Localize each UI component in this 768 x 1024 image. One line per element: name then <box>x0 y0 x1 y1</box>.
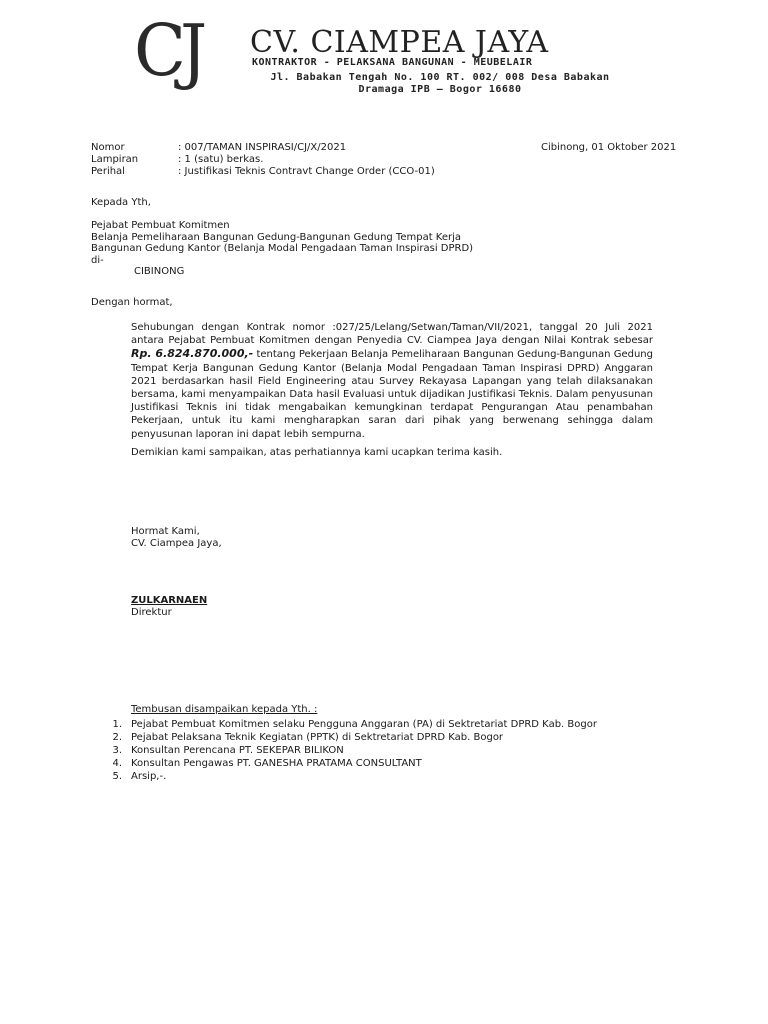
address-line-1: Jl. Babakan Tengah No. 100 RT. 002/ 008 Desa Babakan <box>270 72 610 83</box>
company-name: CV. CIAMPEA JAYA <box>250 25 549 60</box>
company-tagline: KONTRAKTOR - PELAKSANA BANGUNAN - MEUBELAIR <box>252 57 533 68</box>
lampiran-value: : 1 (satu) berkas. <box>178 154 264 165</box>
contract-amount: Rp. 6.824.870.000,- <box>131 347 254 361</box>
copy-item-number: 5. <box>112 771 122 782</box>
perihal-value: : Justifikasi Teknis Contravt Change Order (CCO-01) <box>178 166 435 177</box>
perihal-label: Perihal <box>91 166 125 177</box>
copy-item-number: 2. <box>112 732 122 743</box>
para1-part1: Sehubungan dengan Kontrak nomor :027/25/Lelang/Setwan/Taman/VII/2021, tanggal 20 Juli 2021 antara Pejabat Pembuat Komitmen dengan Penyedia CV. Ciampea Jaya dengan Nilai Kontrak sebesar <box>131 322 653 347</box>
signer-name: ZULKARNAEN <box>131 595 208 606</box>
address-line-2: Dramaga IPB – Bogor 16680 <box>358 84 522 95</box>
copy-item: Konsultan Perencana PT. SEKEPAR BILIKON <box>131 745 344 756</box>
closing-company: CV. Ciampea Jaya, <box>131 538 222 549</box>
body-paragraph-1 <box>131 321 653 441</box>
copy-item: Arsip,-. <box>131 771 167 782</box>
recipient-line-4: di- <box>91 255 104 266</box>
company-logo: CJ <box>134 10 202 93</box>
place-date: Cibinong, 01 Oktober 2021 <box>541 142 677 153</box>
closing-regards: Hormat Kami, <box>131 526 200 537</box>
copy-item-number: 4. <box>112 758 122 769</box>
copy-item: Pejabat Pembuat Komitmen selaku Pengguna Anggaran (PA) di Sektretariat DPRD Kab. Bogor <box>131 719 597 730</box>
recipient-line-1: Pejabat Pembuat Komitmen <box>91 220 230 231</box>
recipient-line-2: Belanja Pemeliharaan Bangunan Gedung-Bangunan Gedung Tempat Kerja <box>91 232 462 243</box>
copy-item-number: 1. <box>112 719 122 730</box>
copies-heading: Tembusan disampaikan kepada Yth. : <box>131 704 318 715</box>
body-paragraph-2: Demikian kami sampaikan, atas perhatiannya kami ucapkan terima kasih. <box>131 447 503 458</box>
recipient-city: CIBINONG <box>134 266 185 277</box>
salutation: Dengan hormat, <box>91 297 173 308</box>
copy-item-number: 3. <box>112 745 122 756</box>
nomor-label: Nomor <box>91 142 125 153</box>
lampiran-label: Lampiran <box>91 154 139 165</box>
copy-item: Konsultan Pengawas PT. GANESHA PRATAMA CONSULTANT <box>131 758 422 769</box>
nomor-value: : 007/TAMAN INSPIRASI/CJ/X/2021 <box>178 142 347 153</box>
recipient-line-3: Bangunan Gedung Kantor (Belanja Modal Pengadaan Taman Inspirasi DPRD) <box>91 243 474 254</box>
copy-item: Pejabat Pelaksana Teknik Kegiatan (PPTK) di Sektretariat DPRD Kab. Bogor <box>131 732 504 743</box>
para1-part2: tentang Pekerjaan Belanja Pemeliharaan Bangunan Gedung-Bangunan Gedung Tempat Kerja Bangunan Gedung Kantor (Belanja Modal Pengadaan Taman Inspirasi DPRD) Anggaran 2021 berdasarkan hasil Field Engineering atau Survey Rekayasa Lapangan yang telah dilaksanakan bersama, kami menyampaikan Data hasil Evaluasi untuk dijadikan Justifikasi Teknis. Dalam penyusunan Justifikasi Teknis ini tidak mengabaikan kemungkinan terdapat Pengurangan Atau penambahan Pekerjaan, untuk itu kami mengharapkan saran dari pihak yang berwenang sehingga dalam penyusunan laporan ini dapat lebih sempurna. <box>131 349 653 440</box>
recipient-greeting: Kepada Yth, <box>91 197 151 208</box>
signer-title: Direktur <box>131 607 172 618</box>
